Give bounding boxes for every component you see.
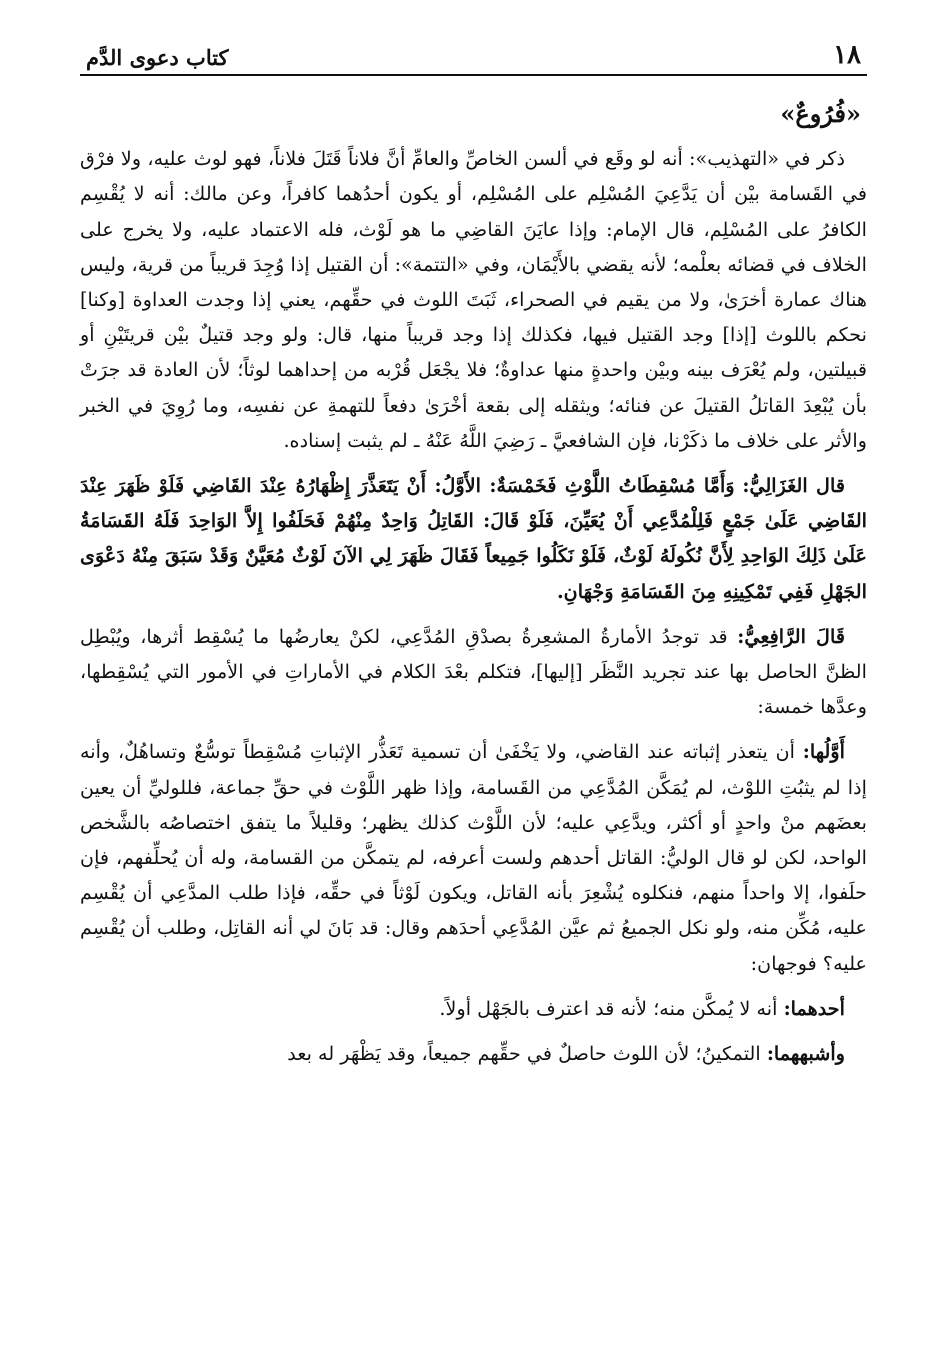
first-lead: أَوَّلُها: (802, 740, 845, 764)
book-title: كتاب دعوى الدَّم (86, 45, 229, 70)
ahaduhuma-text: أنه لا يُمكَّن منه؛ لأنه قد اعترف بالجَهْل أولاً. (439, 996, 778, 1020)
paragraph-ashbahuhuma (80, 1036, 867, 1071)
ashbahuhuma-text: التمكينُ؛ لأن اللوث حاصلٌ في حقِّهم جميعاً، وقد يَظْهَر له بعد (287, 1042, 761, 1066)
paragraph-first (80, 734, 867, 980)
paragraph-tahdhib: ذكر في «التهذيب»: أنه لو وقَع في ألسن الخاصِّ والعامِّ أنَّ فلاناً قَتَلَ فلاناً، فهو لوث عليه، ولا فرْق في القَسامة بيْن أن يَدَّعِيَ المُسْلِم على المُسْلِم، أو يكون أحدُهما كافراً، وعن مالك: أنه لا يُقْسِم الكافرُ على المُسْلِم، قال الإمام: وإذا عايَنَ القاضِي ما هو لَوْث، فله الاعتماد عليه، ولا يخرج على الخلاف في قضائه بعلْمه؛ لأنه يقضي بالأَيْمَان، وفي «التتمة»: أن القتيل إذا وُجِدَ قريباً من قرية، وليس هناك عمارة أخرَىٰ، ولا من يقيم في الصحراء، ثَبَتَ اللوث في حقِّهم، يعني إذا وجدت العداوة [وكنا] نحكم باللوث [إذا] وجد القتيل فيها، فكذلك إذا وجد قريباً منها، قال: ولو وجد قتيلٌ بيْن قريتَيْنِ أو قبيلتين، ولم يُعْرَف بينه وبيْن واحدةٍ منها عداوةٌ؛ فلا يجْعَل قُرْبه من إحداهما لوثاً؛ لأن العادة قد جرَتْ بأن يُبْعِدَ القاتلُ القتيلَ عن فنائه؛ ويثقله إلى بقعة أخْرَىٰ دفعاً للتهمةِ عن نفسِه، وما رُوِيَ في الخبر والأثر على خلاف ما ذكَرْنا، فإن الشافعيَّ ـ رَضِيَ اللَّهُ عَنْهُ ـ لم يثبت إسناده. (80, 147, 867, 452)
rafii-lead: قَالَ الرَّافِعِيُّ: (737, 624, 845, 648)
page-body (80, 96, 867, 1071)
first-text: أن يتعذر إثباته عند القاضي، ولا يَخْفَىٰ أن تسمية تَعَذُّر الإثباتِ مُسْقِطاً توسُّعٌ وتساهُلٌ، وأنه إذا لم يثبُتِ اللوْث، لم يُمَكَّن المُدَّعِي من القَسامة، وإذا ظهر اللَّوْث في حقِّ جماعة، فللوليِّ أن يعين بعضَهم منْ واحدٍ أو أكثر، ويدَّعِي عليه؛ لأن اللَّوْث كذلك يظهر؛ وقليلاً ما يتفق اختصاصُه بالشَّخص الواحد، لكن لو قال الوليُّ: القاتل أحدهم ولست أعرفه، لم يتمكَّن من القسامة، وله أن يُحلِّفهم، فإن حلَفوا، إلا واحداً منهم، فنكلوه يُشْعِرَ بأنه القاتل، ويكون لَوْثاً في حقِّه، فإذا طلب المدَّعِي أن يُقْسِم عليه، مُكِّن منه، ولو نكل الجميعُ ثم عيَّن المُدَّعِي أحدَهم وقال: قد بَانَ لي أنه القاتِل، وطلب أن يُقْسِم عليه؟ فوجهان: (80, 740, 867, 975)
rafii-text: قد توجدُ الأمارةُ المشعِرةُ بصدْقِ المُدَّعِي، لكنْ يعارضُها ما يُسْقِط أثرها، ويُبْطِل الظنَّ الحاصل بها عند تجريد النَّظَر [إليها]، فتكلم بعْدَ الكلام في الأماراتِ في الأمور التي يُسْقِطها، وعدَّها خمسة: (80, 624, 867, 719)
ghazali-lead: قال الغَزَالِيُّ: (742, 474, 845, 498)
page-number: ١٨ (833, 40, 861, 70)
page-header (80, 30, 867, 76)
section-heading: «فُرُوعٌ» (780, 99, 861, 128)
paragraph-ahaduhuma (80, 991, 867, 1026)
ghazali-matn: وَأَمَّا مُسْقِطَاتُ اللَّوْثِ فَخَمْسَةٌ: الأَوَّلُ: أَنْ يَتَعَذَّرَ إِظْهَارُهُ عِنْدَ القَاضِي فَلَوْ ظَهَرَ عِنْدَ القَاضِي عَلَىٰ جَمْعٍ فَلِلْمُدَّعِي أَنْ يُعَيِّنَ، فَلَوْ قَالَ: القَاتِلُ وَاحِدٌ مِنْهُمْ فَحَلَفُوا إِلاَّ الوَاحِدَ فَلَهُ القَسَامَةُ عَلَىٰ ذَلِكَ الوَاحِدِ لِأَنَّ نُكُولَهُ لَوْثٌ، فَلَوْ نَكَلُوا جَمِيعاً فَقَالَ ظَهَرَ لِي الآنَ لَوْثٌ مُعَيَّنٌ وَقَدْ سَبَقَ مِنْهُ دَعْوَى الجَهْلِ فَفِي تَمْكِينِهِ مِنَ القَسَامَةِ وَجْهَانِ. (80, 474, 867, 603)
ashbahuhuma-lead: وأشبههما: (766, 1042, 845, 1066)
paragraph-ghazali (80, 468, 867, 609)
ahaduhuma-lead: أحدهما: (783, 996, 845, 1020)
paragraph-rafii (80, 619, 867, 725)
